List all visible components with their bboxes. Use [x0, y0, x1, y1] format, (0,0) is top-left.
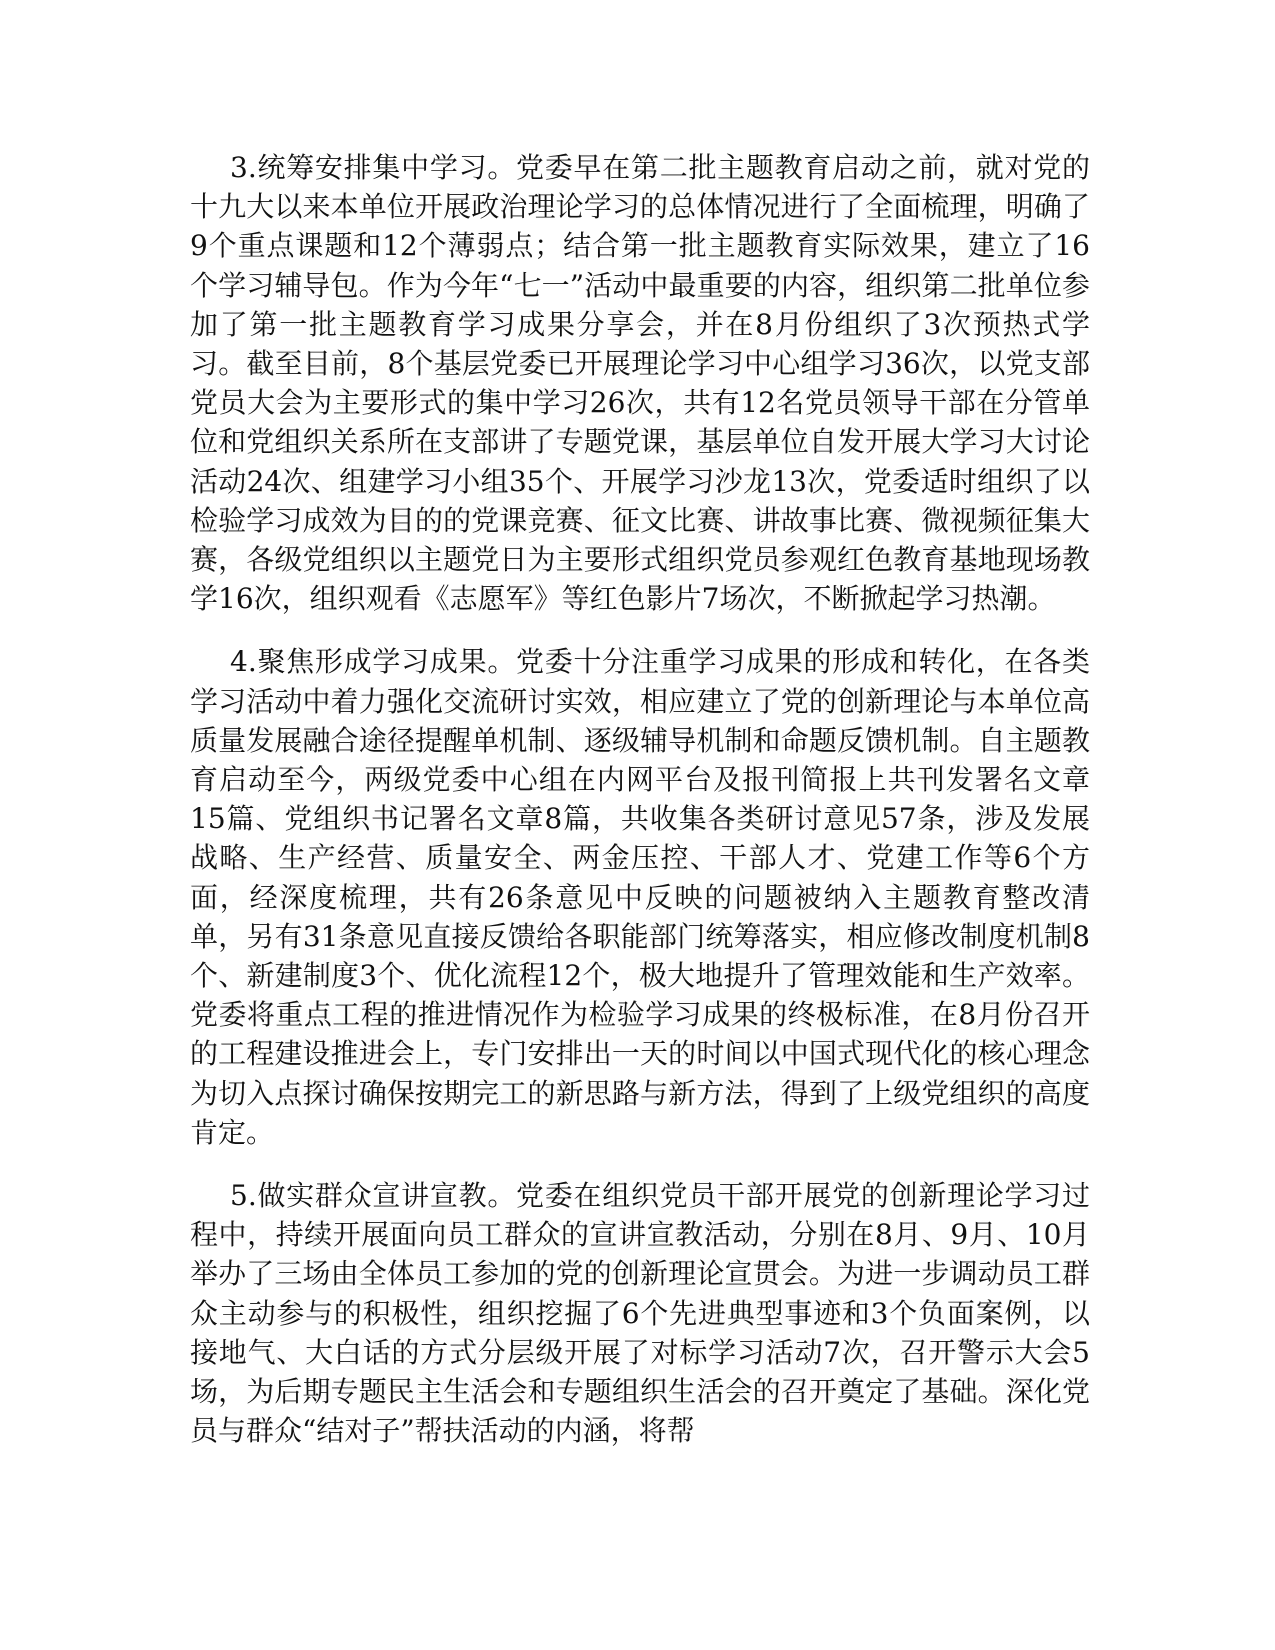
document-body — [190, 148, 1090, 1475]
paragraph-study-results: 4.聚焦形成学习成果。党委十分注重学习成果的形成和转化，在各类学习活动中着力强化交流研讨实效，相应建立了党的创新理论与本单位高质量发展融合途径提醒单机制、逐级辅导机制和命题反馈机制。自主题教育启动至今，两级党委中心组在内网平台及报刊简报上共刊发署名文章15篇、党组织书记署名文章8篇，共收集各类研讨意见57条，涉及发展战略、生产经营、质量安全、两金压控、干部人才、党建工作等6个方面，经深度梳理，共有26条意见中反映的问题被纳入主题教育整改清单，另有31条意见直接反馈给各职能部门统筹落实，相应修改制度机制8个、新建制度3个、优化流程12个，极大地提升了管理效能和生产效率。党委将重点工程的推进情况作为检验学习成果的终极标准，在8月份召开的工程建设推进会上，专门安排出一天的时间以中国式现代化的核心理念为切入点探讨确保按期完工的新思路与新方法，得到了上级党组织的高度肯定。 — [190, 645, 1090, 1149]
paragraph-study-arrangement: 3.统筹安排集中学习。党委早在第二批主题教育启动之前，就对党的十九大以来本单位开展政治理论学习的总体情况进行了全面梳理，明确了9个重点课题和12个薄弱点；结合第一批主题教育实际效果，建立了16个学习辅导包。作为今年“七一”活动中最重要的内容，组织第二批单位参加了第一批主题教育学习成果分享会，并在8月份组织了3次预热式学习。截至目前，8个基层党委已开展理论学习中心组学习36次，以党支部党员大会为主要形式的集中学习26次，共有12名党员领导干部在分管单位和党组织关系所在支部讲了专题党课，基层单位自发开展大学习大讨论活动24次、组建学习小组35个、开展学习沙龙13次，党委适时组织了以检验学习成效为目的的党课竞赛、征文比赛、讲故事比赛、微视频征集大赛，各级党组织以主题党日为主要形式组织党员参观红色教育基地现场教学16次，组织观看《志愿军》等红色影片7场次，不断掀起学习热潮。 — [190, 151, 1090, 616]
paragraph-public-outreach: 5.做实群众宣讲宣教。党委在组织党员干部开展党的创新理论学习过程中，持续开展面向员工群众的宣讲宣教活动，分别在8月、9月、10月举办了三场由全体员工参加的党的创新理论宣贯会。为进一步调动员工群众主动参与的积极性，组织挖掘了6个先进典型事迹和3个负面案例，以接地气、大白话的方式分层级开展了对标学习活动7次，召开警示大会5场，为后期专题民主生活会和专题组织生活会的召开奠定了基础。深化党员与群众“结对子”帮扶活动的内涵，将帮 — [190, 1179, 1090, 1448]
